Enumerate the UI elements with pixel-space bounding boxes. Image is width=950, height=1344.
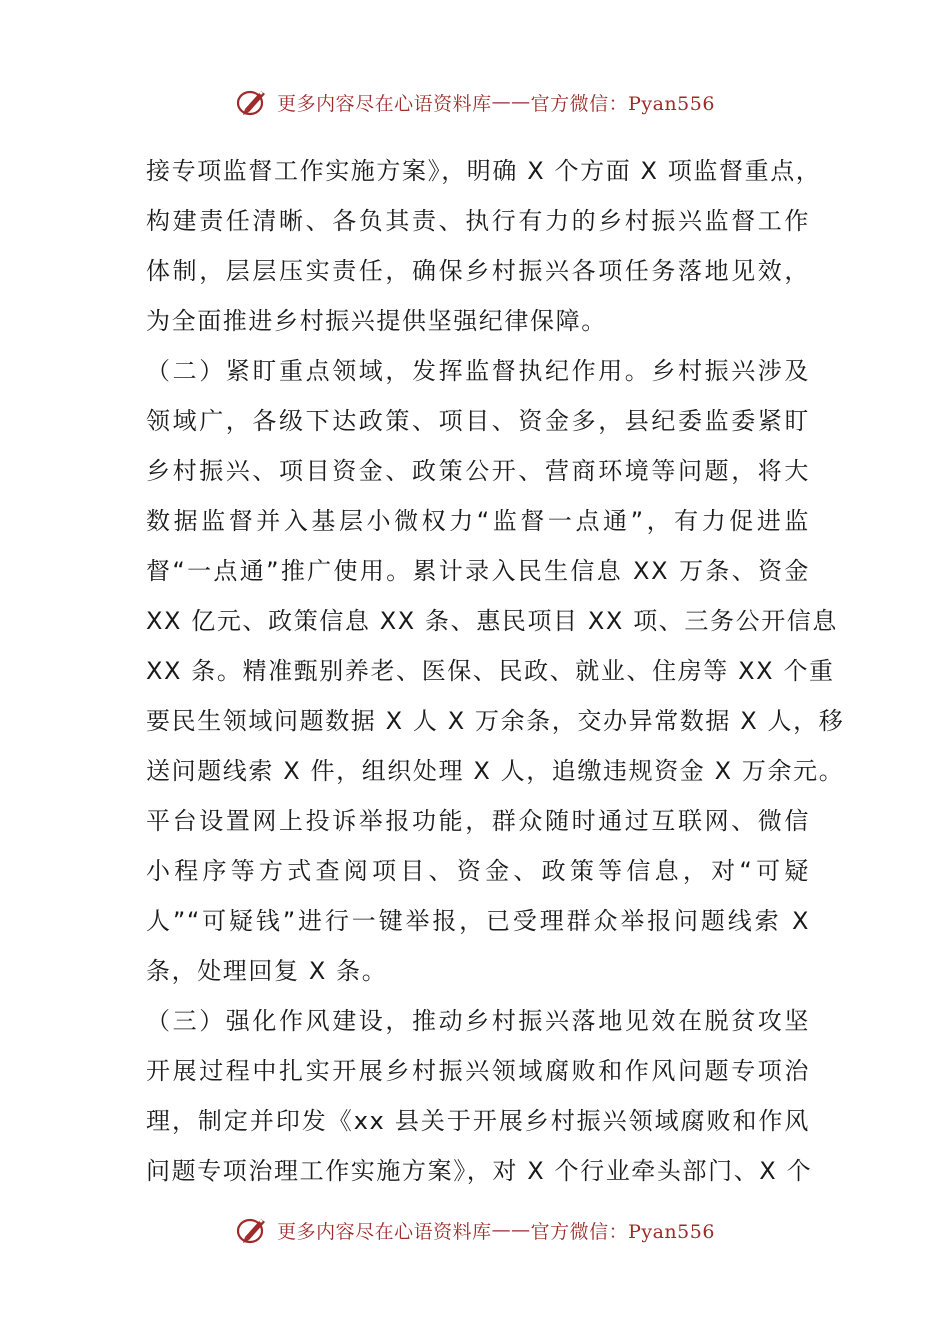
text-line: 条，处理回复 X 条。 <box>146 957 388 985</box>
text-line: XX 亿元、政策信息 XX 条、惠民项目 XX 项、三务公开信息 <box>146 607 838 635</box>
header-watermark-banner <box>0 82 950 122</box>
text-line: （三）强化作风建设，推动乡村振兴落地见效在脱贫攻坚 <box>146 1007 810 1035</box>
banner-contact: 官方微信：Pyan556 <box>530 92 715 115</box>
text-line: 平台设置网上投诉举报功能，群众随时通过互联网、微信 <box>146 807 810 835</box>
pen-nib-circle-icon <box>235 85 271 119</box>
text-line: 接专项监督工作实施方案》，明确 X 个方面 X 项监督重点， <box>146 157 822 185</box>
text-line: 小程序等方式查阅项目、资金、政策等信息，对“可疑 <box>146 857 810 885</box>
text-line: 乡村振兴、项目资金、政策公开、营商环境等问题，将大 <box>146 457 810 485</box>
text-line: （二）紧盯重点领域，发挥监督执纪作用。乡村振兴涉及 <box>146 357 810 385</box>
pen-nib-circle-icon <box>235 1213 271 1247</box>
footer-watermark-banner <box>0 1210 950 1250</box>
banner-separator: —— <box>491 91 531 113</box>
text-line: XX 条。精准甄别养老、医保、民政、就业、住房等 XX 个重 <box>146 657 835 685</box>
text-line: 要民生领域问题数据 X 人 X 万余条，交办异常数据 X 人，移 <box>146 707 845 735</box>
text-line: 体制，层层压实责任，确保乡村振兴各项任务落地见效， <box>146 257 810 285</box>
banner-contact: 官方微信：Pyan556 <box>530 1220 715 1243</box>
text-line: 领域广，各级下达政策、项目、资金多，县纪委监委紧盯 <box>146 407 810 435</box>
text-line: 送问题线索 X 件，组织处理 X 人，追缴违规资金 X 万余元。 <box>146 757 845 785</box>
text-line: 为全面推进乡村振兴提供坚强纪律保障。 <box>146 307 607 335</box>
text-line: 人”“可疑钱”进行一键举报，已受理群众举报问题线索 X <box>146 907 810 935</box>
text-line: 督“一点通”推广使用。累计录入民生信息 XX 万条、资金 <box>146 557 810 585</box>
text-line: 开展过程中扎实开展乡村振兴领域腐败和作风问题专项治 <box>146 1057 810 1085</box>
text-line: 构建责任清晰、各负其责、执行有力的乡村振兴监督工作 <box>146 207 810 235</box>
document-body <box>146 146 845 1196</box>
text-line: 数据监督并入基层小微权力“监督一点通”，有力促进监 <box>146 507 810 535</box>
text-line: 理，制定并印发《xx 县关于开展乡村振兴领域腐败和作风 <box>146 1107 810 1135</box>
banner-text: 更多内容尽在心语资料库 <box>277 1220 492 1243</box>
banner-text: 更多内容尽在心语资料库 <box>277 92 492 115</box>
text-line: 问题专项治理工作实施方案》，对 X 个行业牵头部门、X 个 <box>146 1157 813 1185</box>
banner-separator: —— <box>491 1219 531 1241</box>
